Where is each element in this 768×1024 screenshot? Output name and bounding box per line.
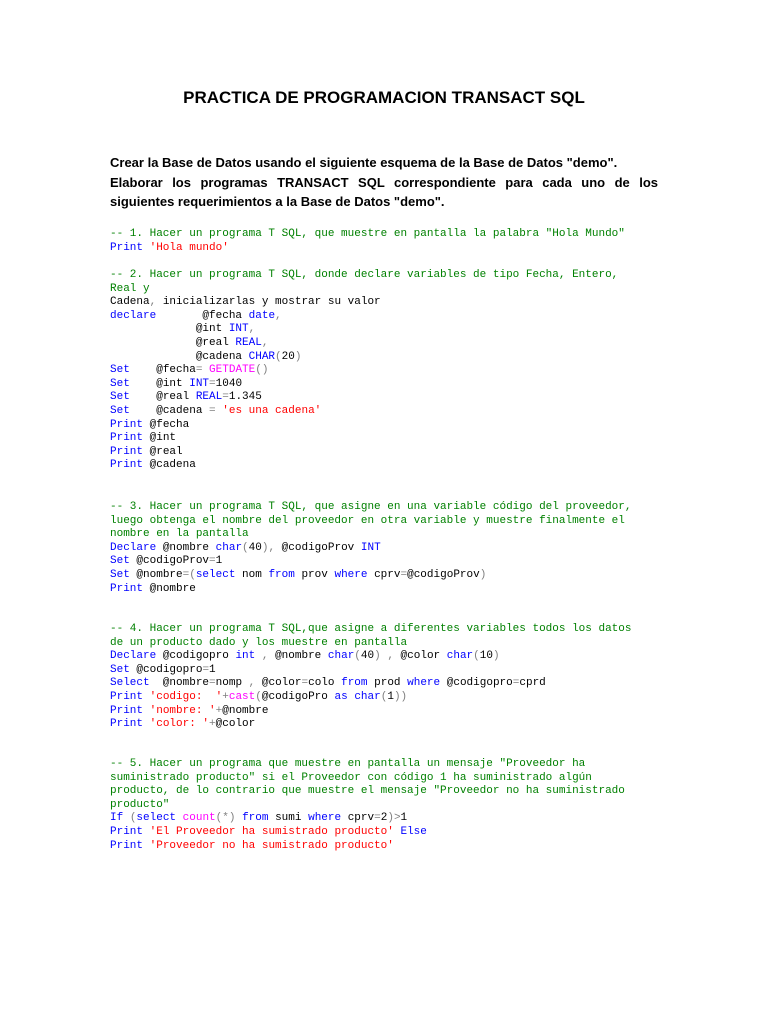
code-line	[110, 351, 670, 365]
code-token: cast	[228, 690, 256, 703]
code-token: 1.345	[228, 391, 262, 404]
code-token: @codigoProv	[275, 541, 361, 554]
code-token: sumi	[268, 812, 309, 825]
code-token: Print	[110, 241, 150, 254]
code-token: Set	[110, 364, 130, 377]
code-token: @int	[110, 323, 229, 336]
code-token: (*)	[215, 812, 236, 825]
code-token: @real	[110, 336, 236, 349]
code-token: Set	[110, 568, 130, 581]
code-token: luego obtenga el nombre del proveedor en otra variable y muestre finalmente el	[110, 514, 625, 527]
code-token: -- 5. Hacer un programa que muestre en pantalla un mensaje "Proveedor ha	[110, 758, 586, 770]
code-token: +	[222, 690, 229, 703]
code-token: (	[473, 650, 480, 663]
code-token: =	[195, 364, 203, 377]
code-line	[110, 826, 670, 840]
code-token: @nombre	[149, 677, 210, 690]
code-line	[110, 228, 670, 242]
code-token: @nombre	[268, 650, 328, 663]
code-token: de un producto dado y los muestre en pantalla	[110, 636, 408, 649]
code-line	[110, 840, 670, 854]
code-token: @color	[255, 677, 302, 690]
code-token: )	[492, 650, 500, 663]
code-token: ()	[255, 364, 269, 377]
code-token: 1	[215, 555, 223, 568]
code-line	[110, 528, 670, 542]
code-token: as	[334, 690, 348, 703]
code-token: INT	[360, 541, 381, 554]
code-token: Print	[110, 690, 144, 703]
code-line	[110, 337, 670, 351]
code-token: @nombre	[222, 704, 269, 717]
code-token: Print	[110, 718, 144, 731]
code-token: Print	[110, 459, 144, 472]
code-token: Select	[110, 677, 150, 690]
code-token: 'Proveedor no ha sumistrado producto'	[149, 839, 394, 852]
code-token: REAL	[195, 391, 223, 404]
code-token: ),	[261, 541, 276, 554]
code-token: nombre en la pantalla	[110, 528, 249, 541]
code-token: 1	[400, 812, 408, 825]
code-token: ,	[275, 309, 282, 322]
code-token: nom	[235, 568, 269, 581]
code-line	[110, 705, 670, 719]
code-line	[110, 812, 670, 826]
code-token: 1	[387, 690, 394, 703]
code-token: ))	[393, 690, 408, 703]
code-token: =	[209, 377, 216, 390]
code-token: prov	[294, 568, 335, 581]
code-token: producto"	[110, 798, 170, 811]
code-token: -- 3. Hacer un programa T SQL, que asigne en una variable código del proveedor,	[110, 501, 632, 513]
code-block-2	[110, 269, 670, 473]
code-token: 40	[360, 650, 375, 663]
code-line	[110, 623, 670, 637]
code-token: If	[110, 812, 124, 825]
code-line	[110, 310, 670, 324]
code-token	[143, 826, 150, 838]
code-token: char	[354, 690, 381, 703]
code-line	[110, 419, 670, 433]
code-token: 40	[248, 541, 262, 554]
intro-line-1: Crear la Base de Datos usando el siguiente esquema de la Base de Datos "demo".	[110, 155, 618, 170]
code-token: Print	[110, 432, 144, 445]
code-token: Else	[400, 825, 427, 838]
code-token	[176, 812, 183, 824]
code-token: =	[209, 555, 216, 568]
code-token: GETDATE	[209, 364, 256, 377]
code-token: @codigopro	[440, 677, 513, 690]
code-token: Print	[110, 418, 144, 431]
code-token: @color	[215, 718, 256, 731]
code-line	[110, 432, 670, 446]
code-token: 'es una cadena'	[222, 404, 322, 417]
code-token: -- 2. Hacer un programa T SQL, donde declare variables de tipo Fecha, Entero,	[110, 269, 619, 281]
code-token: @cadena	[110, 350, 249, 363]
code-line	[110, 691, 670, 705]
code-token: from	[242, 812, 269, 825]
intro-paragraph	[110, 153, 658, 212]
code-token: @nombre	[156, 541, 216, 554]
code-token: where	[334, 568, 368, 581]
code-token: ,	[248, 677, 256, 690]
code-token: Print	[110, 839, 144, 852]
code-token: +	[215, 704, 223, 717]
code-token: 'Hola mundo'	[149, 241, 229, 254]
code-token: @fecha	[143, 418, 190, 431]
code-token: REAL	[235, 336, 262, 349]
code-token: Set	[110, 404, 130, 417]
code-line	[110, 637, 670, 651]
code-token: +	[209, 718, 216, 731]
code-line	[110, 501, 670, 515]
code-token: 2	[380, 812, 388, 825]
code-line	[110, 364, 670, 378]
intro-line-2: Elaborar los programas TRANSACT SQL correspondiente para cada uno de los siguientes requerimientos a la Base de Datos "demo".	[110, 174, 658, 209]
code-token: Print	[110, 825, 144, 838]
code-line	[110, 296, 670, 310]
code-line	[110, 283, 670, 297]
code-token: =	[512, 677, 520, 690]
code-token: where	[407, 677, 441, 690]
code-token: ,	[248, 323, 256, 336]
code-line	[110, 772, 670, 786]
code-line	[110, 785, 670, 799]
code-token: (	[275, 350, 282, 363]
code-token: cprd	[519, 677, 546, 690]
code-token: nomp	[215, 677, 249, 690]
code-token: ,	[261, 336, 269, 349]
code-token: =	[301, 677, 309, 690]
code-line	[110, 718, 670, 732]
code-token: @int	[143, 432, 177, 445]
code-token: @fecha	[129, 364, 196, 377]
code-line	[110, 459, 670, 473]
code-token: where	[308, 812, 342, 825]
code-token: =(	[182, 568, 196, 581]
code-token: producto, de lo contrario que muestre el mensaje "Proveedor no ha suministrado	[110, 785, 625, 798]
code-token: cprv	[367, 568, 401, 581]
code-token: Set	[110, 391, 130, 404]
code-token: inicializarlas y mostrar su valor	[156, 296, 381, 309]
code-token: )	[374, 650, 381, 663]
code-line	[110, 583, 670, 597]
code-token: )>	[387, 812, 401, 825]
code-token: @fecha	[156, 309, 249, 322]
code-token: CHAR	[248, 350, 276, 363]
code-token: @real	[143, 445, 183, 458]
code-token: @cadena	[129, 404, 210, 417]
code-token: INT	[228, 323, 249, 336]
code-line	[110, 446, 670, 460]
code-block-4	[110, 623, 670, 732]
code-token: )	[479, 568, 487, 581]
code-token: char	[327, 650, 355, 663]
code-token: Set	[110, 555, 130, 568]
code-block-5	[110, 758, 670, 853]
code-token: 1	[209, 663, 216, 676]
code-line	[110, 391, 670, 405]
code-line	[110, 555, 670, 569]
code-token: 'El Proveedor ha sumistrado producto'	[149, 825, 394, 838]
code-token: Declare	[110, 650, 157, 663]
code-token: @codigoProv	[129, 555, 210, 568]
code-block-1	[110, 228, 670, 255]
code-token: 20	[281, 350, 295, 363]
code-token: ,	[261, 650, 269, 663]
code-token: cprv	[341, 812, 375, 825]
code-line	[110, 515, 670, 529]
code-token: @real	[129, 391, 196, 404]
code-token	[143, 691, 150, 703]
code-token: Print	[110, 445, 144, 458]
code-line	[110, 677, 670, 691]
code-token: @cadena	[143, 459, 196, 472]
code-token: char	[446, 650, 474, 663]
code-token: @nombre	[143, 582, 196, 595]
code-token: Print	[110, 704, 144, 717]
code-token: Declare	[110, 541, 157, 554]
code-token: INT	[189, 377, 210, 390]
code-token: Print	[110, 582, 144, 595]
code-token: (	[380, 690, 388, 703]
code-token: Cadena	[110, 296, 150, 309]
code-token: ,	[149, 296, 157, 309]
code-token: =	[209, 404, 216, 417]
code-token: char	[215, 541, 243, 554]
code-token	[143, 718, 150, 730]
code-token: Set	[110, 377, 130, 390]
code-line	[110, 323, 670, 337]
code-token: @color	[393, 650, 447, 663]
code-token: -- 4. Hacer un programa T SQL,que asigne a diferentes variables todos los datos	[110, 623, 632, 635]
code-token: declare	[110, 309, 157, 322]
document-title: PRACTICA DE PROGRAMACION TRANSACT SQL	[183, 88, 585, 107]
code-token: Set	[110, 663, 130, 676]
code-token: @codigopro	[129, 663, 203, 676]
code-token: =	[374, 812, 381, 825]
code-token: colo	[308, 677, 342, 690]
code-token: =	[202, 663, 210, 676]
code-token: from	[341, 677, 368, 690]
code-token: 1040	[215, 377, 243, 390]
code-token: @int	[129, 377, 190, 390]
code-token: 10	[479, 650, 493, 663]
code-token: =	[209, 677, 216, 690]
code-line	[110, 405, 670, 419]
code-line	[110, 269, 670, 283]
code-token	[143, 705, 150, 717]
code-token: @codigopro	[156, 650, 236, 663]
code-token: =	[400, 568, 408, 581]
code-token: @codigoProv	[407, 568, 480, 581]
code-token: select	[136, 812, 177, 825]
code-token	[255, 650, 262, 662]
code-token: date	[248, 309, 276, 322]
code-line	[110, 378, 670, 392]
code-token	[143, 840, 150, 852]
code-token: suministrado producto" si el Proveedor con código 1 ha suministrado algún	[110, 771, 592, 784]
code-token	[123, 812, 130, 824]
code-token: (	[129, 812, 137, 825]
code-token: )	[294, 350, 302, 363]
code-block-3	[110, 501, 670, 596]
code-token: ,	[387, 650, 394, 663]
code-token: 'nombre: '	[149, 704, 216, 717]
code-line	[110, 542, 670, 556]
code-token: prod	[367, 677, 408, 690]
code-token: 'codigo: '	[149, 690, 223, 703]
code-token: @nombre	[129, 568, 183, 581]
code-token: (	[354, 650, 361, 663]
code-token: count	[182, 812, 216, 825]
code-line	[110, 799, 670, 813]
code-token: select	[195, 568, 236, 581]
code-line	[110, 242, 670, 256]
code-line	[110, 664, 670, 678]
code-token: @codigoPro	[261, 690, 335, 703]
code-token: (	[242, 541, 249, 554]
code-token: from	[268, 568, 295, 581]
code-token: -- 1. Hacer un programa T SQL, que muestre en pantalla la palabra "Hola Mundo"	[110, 228, 625, 240]
code-token: (	[255, 690, 262, 703]
code-line	[110, 758, 670, 772]
code-token: Real y	[110, 282, 150, 295]
code-token: 'color: '	[149, 718, 210, 731]
code-token: int	[235, 650, 256, 663]
code-line	[110, 650, 670, 664]
code-token: =	[222, 391, 229, 404]
code-line	[110, 569, 670, 583]
